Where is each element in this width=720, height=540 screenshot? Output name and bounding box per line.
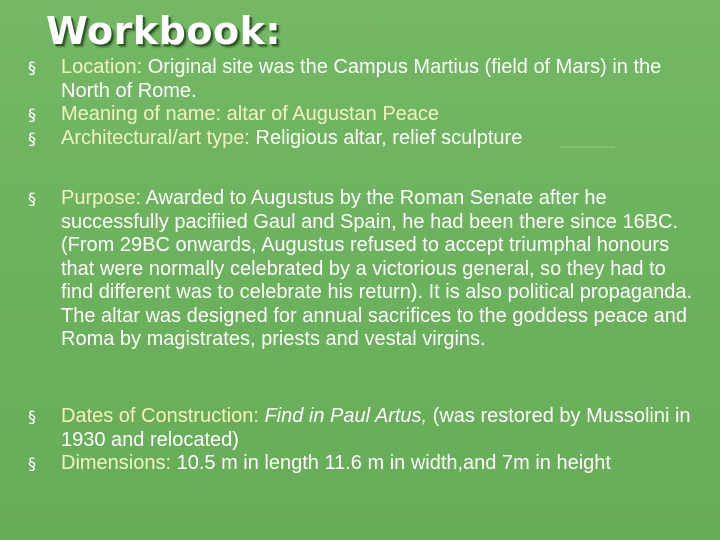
dimensions-separator: : [165,452,172,474]
location-label: Location [61,56,137,78]
dates-text: (was restored by Mussolini in 1930 and relocated) [61,405,691,451]
purpose-label: Purpose [61,187,136,209]
dates-separator: : [253,405,259,427]
bullet-meaning-of-name [28,103,700,127]
meaning-separator: : [215,103,222,125]
meaning-text: altar of Augustan Peace [221,103,440,125]
bullet-icon: § [28,189,36,208]
location-separator: : [136,56,143,78]
bullet-purpose [28,187,700,352]
bullet-location [28,56,700,103]
bullet-icon: § [28,58,36,77]
bullet-group-details [28,56,700,150]
bullet-icon: § [28,105,36,124]
text-underline-decoration [560,146,615,148]
architectural-label: Architectural/art type [61,126,245,149]
architectural-separator: : [244,126,250,149]
bullet-group-construction [28,405,700,476]
dates-italic-text: Find in Paul Artus, [258,405,428,427]
meaning-label: Meaning of name [61,103,216,125]
bullet-dates-of-construction [28,405,700,452]
dimensions-text: 10.5 m in length 11.6 m in width,and 7m in height [171,452,611,474]
dates-label: Dates of Construction [61,405,254,427]
bullet-icon: § [28,407,36,426]
bullet-icon: § [28,454,36,473]
bullet-dimensions [28,452,700,476]
dimensions-label: Dimensions [61,452,166,474]
purpose-separator: : [135,187,142,209]
purpose-text: Awarded to Augustus by the Roman Senate after he successfully pacifiied Gaul and Spain, he had been there since 16BC. (From 29BC onwards, Augustus refused to accept triumphal honours that were normally celebrated by a victorious general, so they had to find different was to celebrate his return). It is also political propaganda. The altar was designed for annual sacrifices to the goddess peace and Roma by magistrates, priests and vestal virgins. [61,187,693,350]
bullet-group-purpose [28,187,700,352]
bullet-icon: § [28,128,36,148]
architectural-text: Religious altar, relief sculpture [249,126,523,149]
slide-title: Workbook: [46,9,282,53]
location-text: Original site was the Campus Martius (field of Mars) in the North of Rome. [61,56,662,102]
